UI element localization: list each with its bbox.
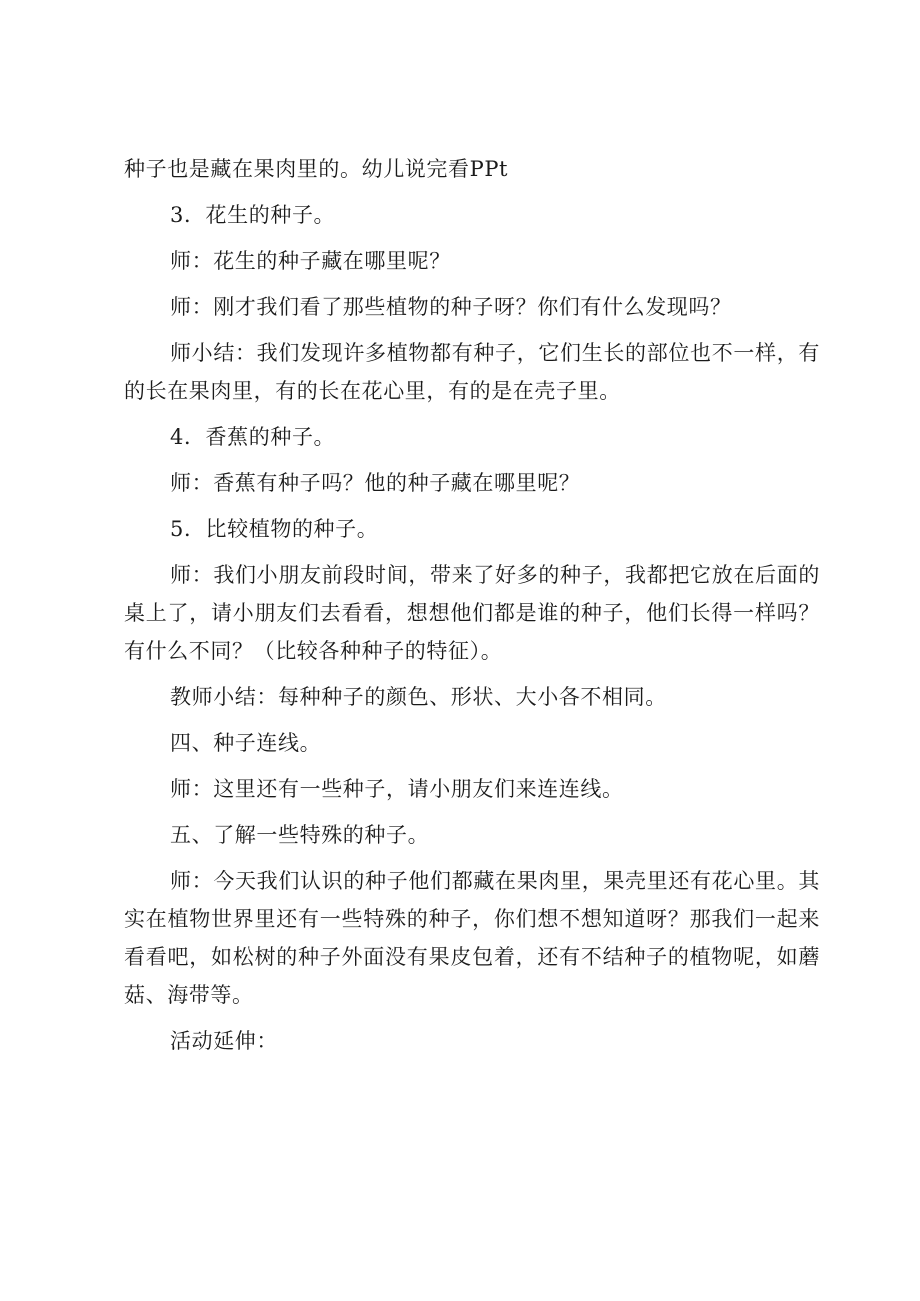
paragraph-item-4-heading: 4．香蕉的种子。: [170, 425, 336, 449]
paragraph-teacher-explanation: 师：今天我们认识的种子他们都藏在果肉里，果壳里还有花心里。其实在植物世界里还有一些特殊的种子，你们想不想知道呀？那我们一起来看看吧，如松树的种子外面没有果皮包着，还有不结种子的植物呢，如蘑菇、海带等。: [124, 869, 820, 1007]
section-heading-4: 四、种子连线。: [170, 731, 322, 755]
paragraph-item-3-heading: 3．花生的种子。: [170, 203, 336, 227]
paragraph-item-5-heading: 5．比较植物的种子。: [170, 517, 379, 541]
section-heading-5: 五、了解一些特殊的种子。: [170, 823, 430, 847]
paragraph-continuation: 种子也是藏在果肉里的。幼儿说完看PPt: [124, 157, 509, 181]
paragraph-teacher-question: 师：花生的种子藏在哪里呢？: [170, 249, 451, 273]
paragraph-teacher-instruction: 师：这里还有一些种子，请小朋友们来连连线。: [170, 777, 624, 801]
paragraph-teacher-instruction: 师：我们小朋友前段时间，带来了好多的种子，我都把它放在后面的桌上了，请小朋友们去看看，想想他们都是谁的种子，他们长得一样吗？有什么不同？（比较各种种子的特征）。: [124, 563, 820, 663]
document-body: [124, 150, 820, 1068]
paragraph-teacher-summary: 教师小结：每种种子的颜色、形状、大小各不相同。: [170, 685, 667, 709]
paragraph-teacher-question: 师：香蕉有种子吗？他的种子藏在哪里呢？: [170, 471, 581, 495]
paragraph-teacher-summary: 师小结：我们发现许多植物都有种子，它们生长的部位也不一样，有的长在果肉里，有的长在花心里，有的是在壳子里。: [124, 341, 820, 403]
paragraph-teacher-question: 师：刚才我们看了那些植物的种子呀？你们有什么发现吗？: [170, 295, 732, 319]
section-heading-extension: 活动延伸：: [170, 1029, 278, 1053]
